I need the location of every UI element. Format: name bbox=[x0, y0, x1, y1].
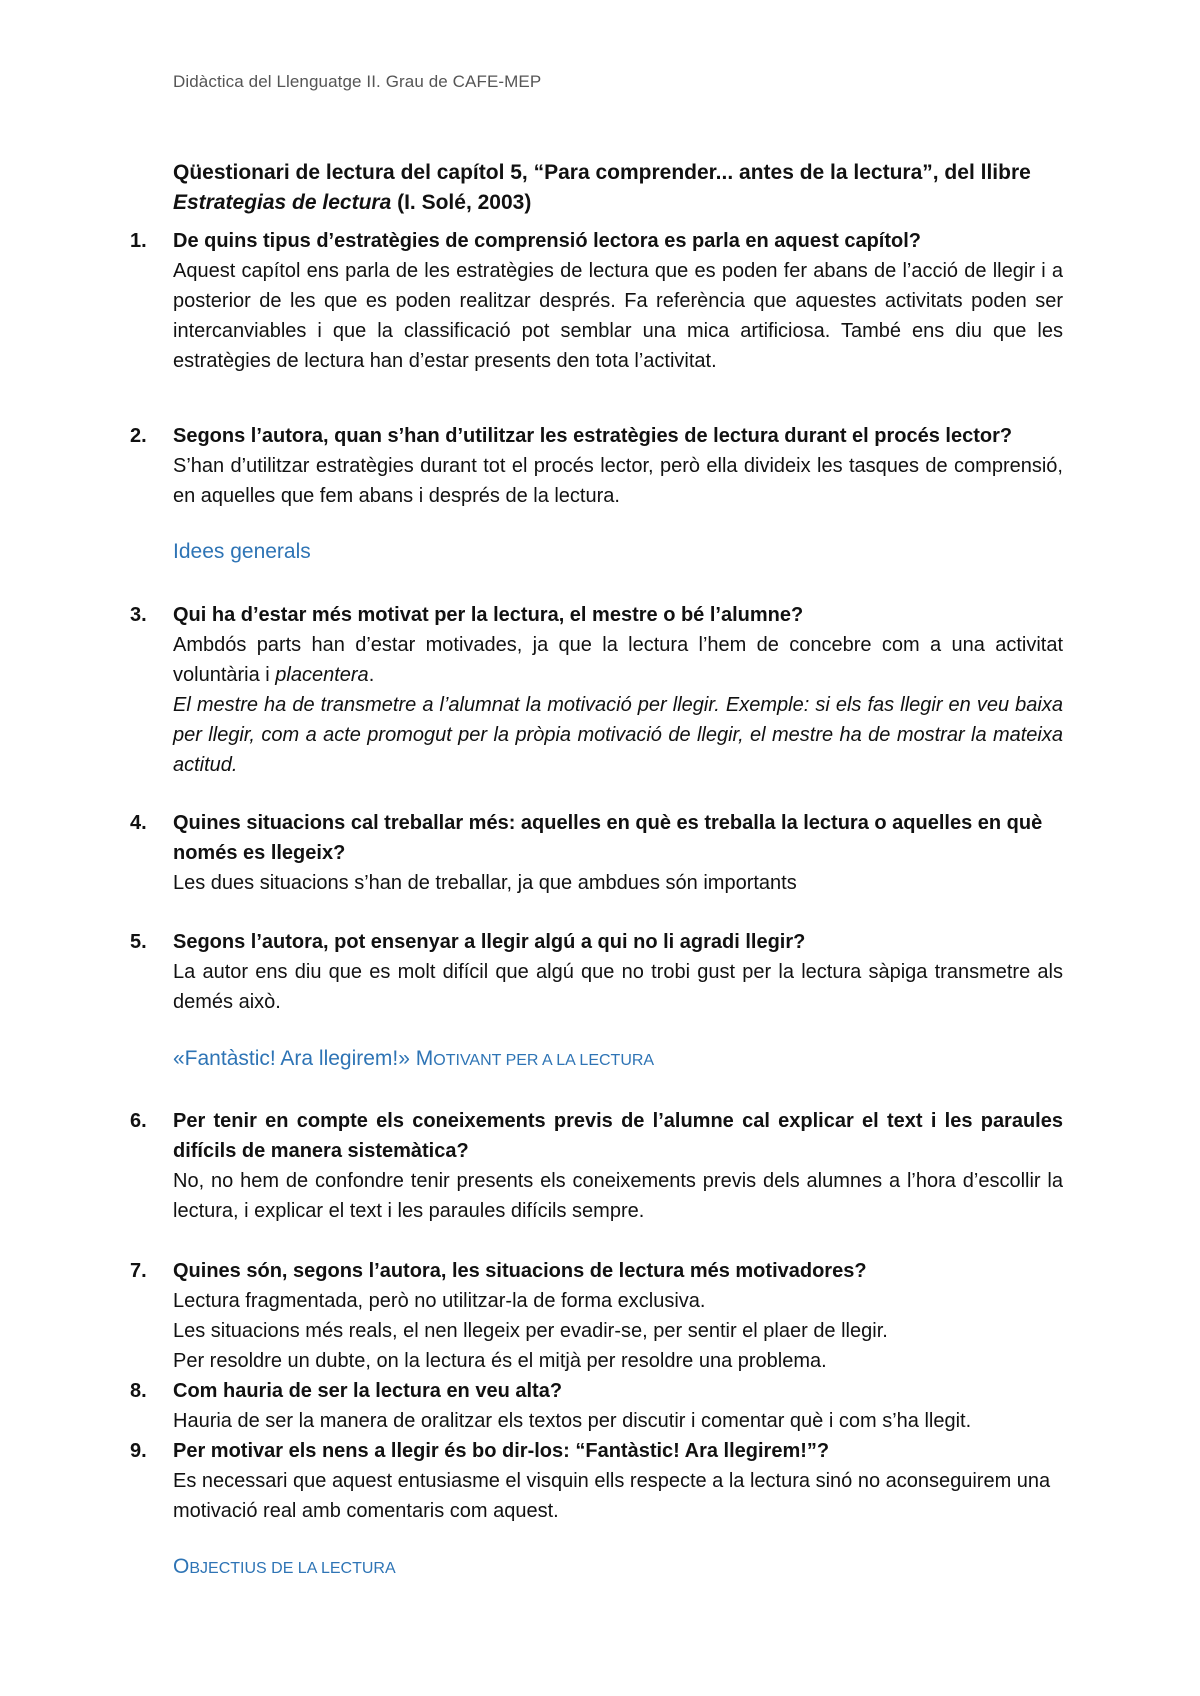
question-text: De quins tipus d’estratègies de comprensió lectora es parla en aquest capítol? bbox=[173, 230, 921, 252]
page-header: Didàctica del Llenguatge II. Grau de CAFE-MEP bbox=[173, 72, 542, 91]
answer-paragraph: Les situacions més reals, el nen llegeix per evadir-se, per sentir el plaer de llegir. bbox=[173, 1320, 888, 1342]
question-text: Quines situacions cal treballar més: aquelles en què es treballa la lectura o aquelles en què només es llegeix? bbox=[173, 812, 1043, 864]
answer-paragraph: Les dues situacions s’han de treballar, ja que ambdues són importants bbox=[173, 872, 797, 894]
answer-paragraph: Lectura fragmentada, però no utilitzar-la de forma exclusiva. bbox=[173, 1290, 706, 1312]
section-heading-initial: O bbox=[173, 1555, 190, 1578]
answer-text bbox=[173, 1466, 1063, 1526]
section-heading-initial: M bbox=[415, 1047, 434, 1070]
question-item-7 bbox=[130, 1256, 1063, 1376]
answer-text bbox=[173, 630, 1063, 780]
answer-italic-paragraph: El mestre ha de transmetre a l’alumnat la motivació per llegir. Exemple: si els fas llegir en veu baixa per llegir, com a acte promogut per la pròpia motivació de llegir, el mestre ha de mostrar la mateixa actitud. bbox=[173, 694, 1063, 776]
section-heading-idees-generals: Idees generals bbox=[173, 540, 311, 563]
title-main: Qüestionari de lectura del capítol 5, “Para comprender... antes de la lectura”, del llibre bbox=[173, 161, 1031, 184]
question-number: 8. bbox=[130, 1380, 147, 1402]
section-heading-rest: OTIVANT PER A LA LECTURA bbox=[433, 1052, 655, 1069]
answer-span: Ambdós parts han d’estar motivades, ja que la lectura l’hem de concebre com a una activitat voluntària i bbox=[173, 634, 1063, 686]
section-heading-objectius bbox=[173, 1555, 396, 1579]
question-text: Per tenir en compte els coneixements previs de l’alumne cal explicar el text i les paraules difícils de manera sistemàtica? bbox=[173, 1110, 1063, 1162]
question-text: Quines són, segons l’autora, les situacions de lectura més motivadores? bbox=[173, 1260, 867, 1282]
question-number: 3. bbox=[130, 604, 147, 626]
section-heading-quote: «Fantàstic! Ara llegirem!» bbox=[173, 1047, 410, 1070]
question-number: 2. bbox=[130, 425, 147, 447]
question-item-5 bbox=[130, 927, 1063, 1017]
answer-text bbox=[173, 451, 1063, 511]
question-item-4 bbox=[130, 808, 1063, 898]
answer-text bbox=[173, 256, 1063, 376]
question-item-9 bbox=[130, 1436, 1063, 1526]
answer-text bbox=[173, 957, 1063, 1017]
answer-paragraph: Per resoldre un dubte, on la lectura és el mitjà per resoldre una problema. bbox=[173, 1350, 827, 1372]
answer-text bbox=[173, 1286, 1063, 1376]
section-heading-fantastic bbox=[173, 1047, 654, 1071]
answer-paragraph: Es necessari que aquest entusiasme el visquin ells respecte a la lectura sinó no aconseguirem una motivació real amb comentaris com aquest. bbox=[173, 1470, 1051, 1522]
question-item-8 bbox=[130, 1376, 1063, 1436]
question-number: 9. bbox=[130, 1440, 147, 1462]
question-text: Qui ha d’estar més motivat per la lectura, el mestre o bé l’alumne? bbox=[173, 604, 804, 626]
answer-paragraph: Hauria de ser la manera de oralitzar els textos per discutir i comentar què i com s’ha llegit. bbox=[173, 1410, 972, 1432]
question-item-1 bbox=[130, 226, 1063, 376]
document-title bbox=[173, 158, 1063, 218]
question-number: 5. bbox=[130, 931, 147, 953]
title-citation: (I. Solé, 2003) bbox=[391, 191, 532, 214]
question-number: 1. bbox=[130, 230, 147, 252]
answer-paragraph: La autor ens diu que es molt difícil que algú que no trobi gust per la lectura sàpiga transmetre als demés això. bbox=[173, 961, 1063, 1013]
question-item-3 bbox=[130, 600, 1063, 780]
answer-text bbox=[173, 868, 1063, 898]
answer-paragraph: Aquest capítol ens parla de les estratègies de lectura que es poden fer abans de l’acció de llegir i a posterior de les que es poden realitzar després. Fa referència que aquestes activitats poden ser intercanviables i que la classificació pot semblar una mica artificiosa. També ens diu que les estratègies de lectura han d’estar presents den tota l’activitat. bbox=[173, 260, 1063, 372]
question-number: 7. bbox=[130, 1260, 147, 1282]
answer-paragraph: No, no hem de confondre tenir presents els coneixements previs dels alumnes a l’hora d’escollir la lectura, i explicar el text i les paraules difícils sempre. bbox=[173, 1170, 1063, 1222]
question-item-2 bbox=[130, 421, 1063, 511]
question-number: 4. bbox=[130, 812, 147, 834]
question-text: Com hauria de ser la lectura en veu alta? bbox=[173, 1380, 563, 1402]
question-item-6 bbox=[130, 1106, 1063, 1226]
answer-text bbox=[173, 1166, 1063, 1226]
answer-paragraph: S’han d’utilitzar estratègies durant tot el procés lector, però ella divideix les tasques de comprensió, en aquelles que fem abans i després de la lectura. bbox=[173, 455, 1063, 507]
section-heading-rest: BJECTIUS DE LA LECTURA bbox=[189, 1560, 396, 1577]
answer-paragraph bbox=[173, 630, 1063, 690]
question-text: Segons l’autora, quan s’han d’utilitzar les estratègies de lectura durant el procés lector? bbox=[173, 425, 1013, 447]
question-text: Per motivar els nens a llegir és bo dir-los: “Fantàstic! Ara llegirem!”? bbox=[173, 1440, 830, 1462]
question-text: Segons l’autora, pot ensenyar a llegir algú a qui no li agradi llegir? bbox=[173, 931, 806, 953]
answer-italic-word: placentera bbox=[275, 664, 369, 686]
question-number: 6. bbox=[130, 1110, 147, 1132]
answer-span: . bbox=[368, 664, 375, 686]
title-book: Estrategias de lectura bbox=[173, 191, 392, 214]
answer-text bbox=[173, 1406, 1063, 1436]
